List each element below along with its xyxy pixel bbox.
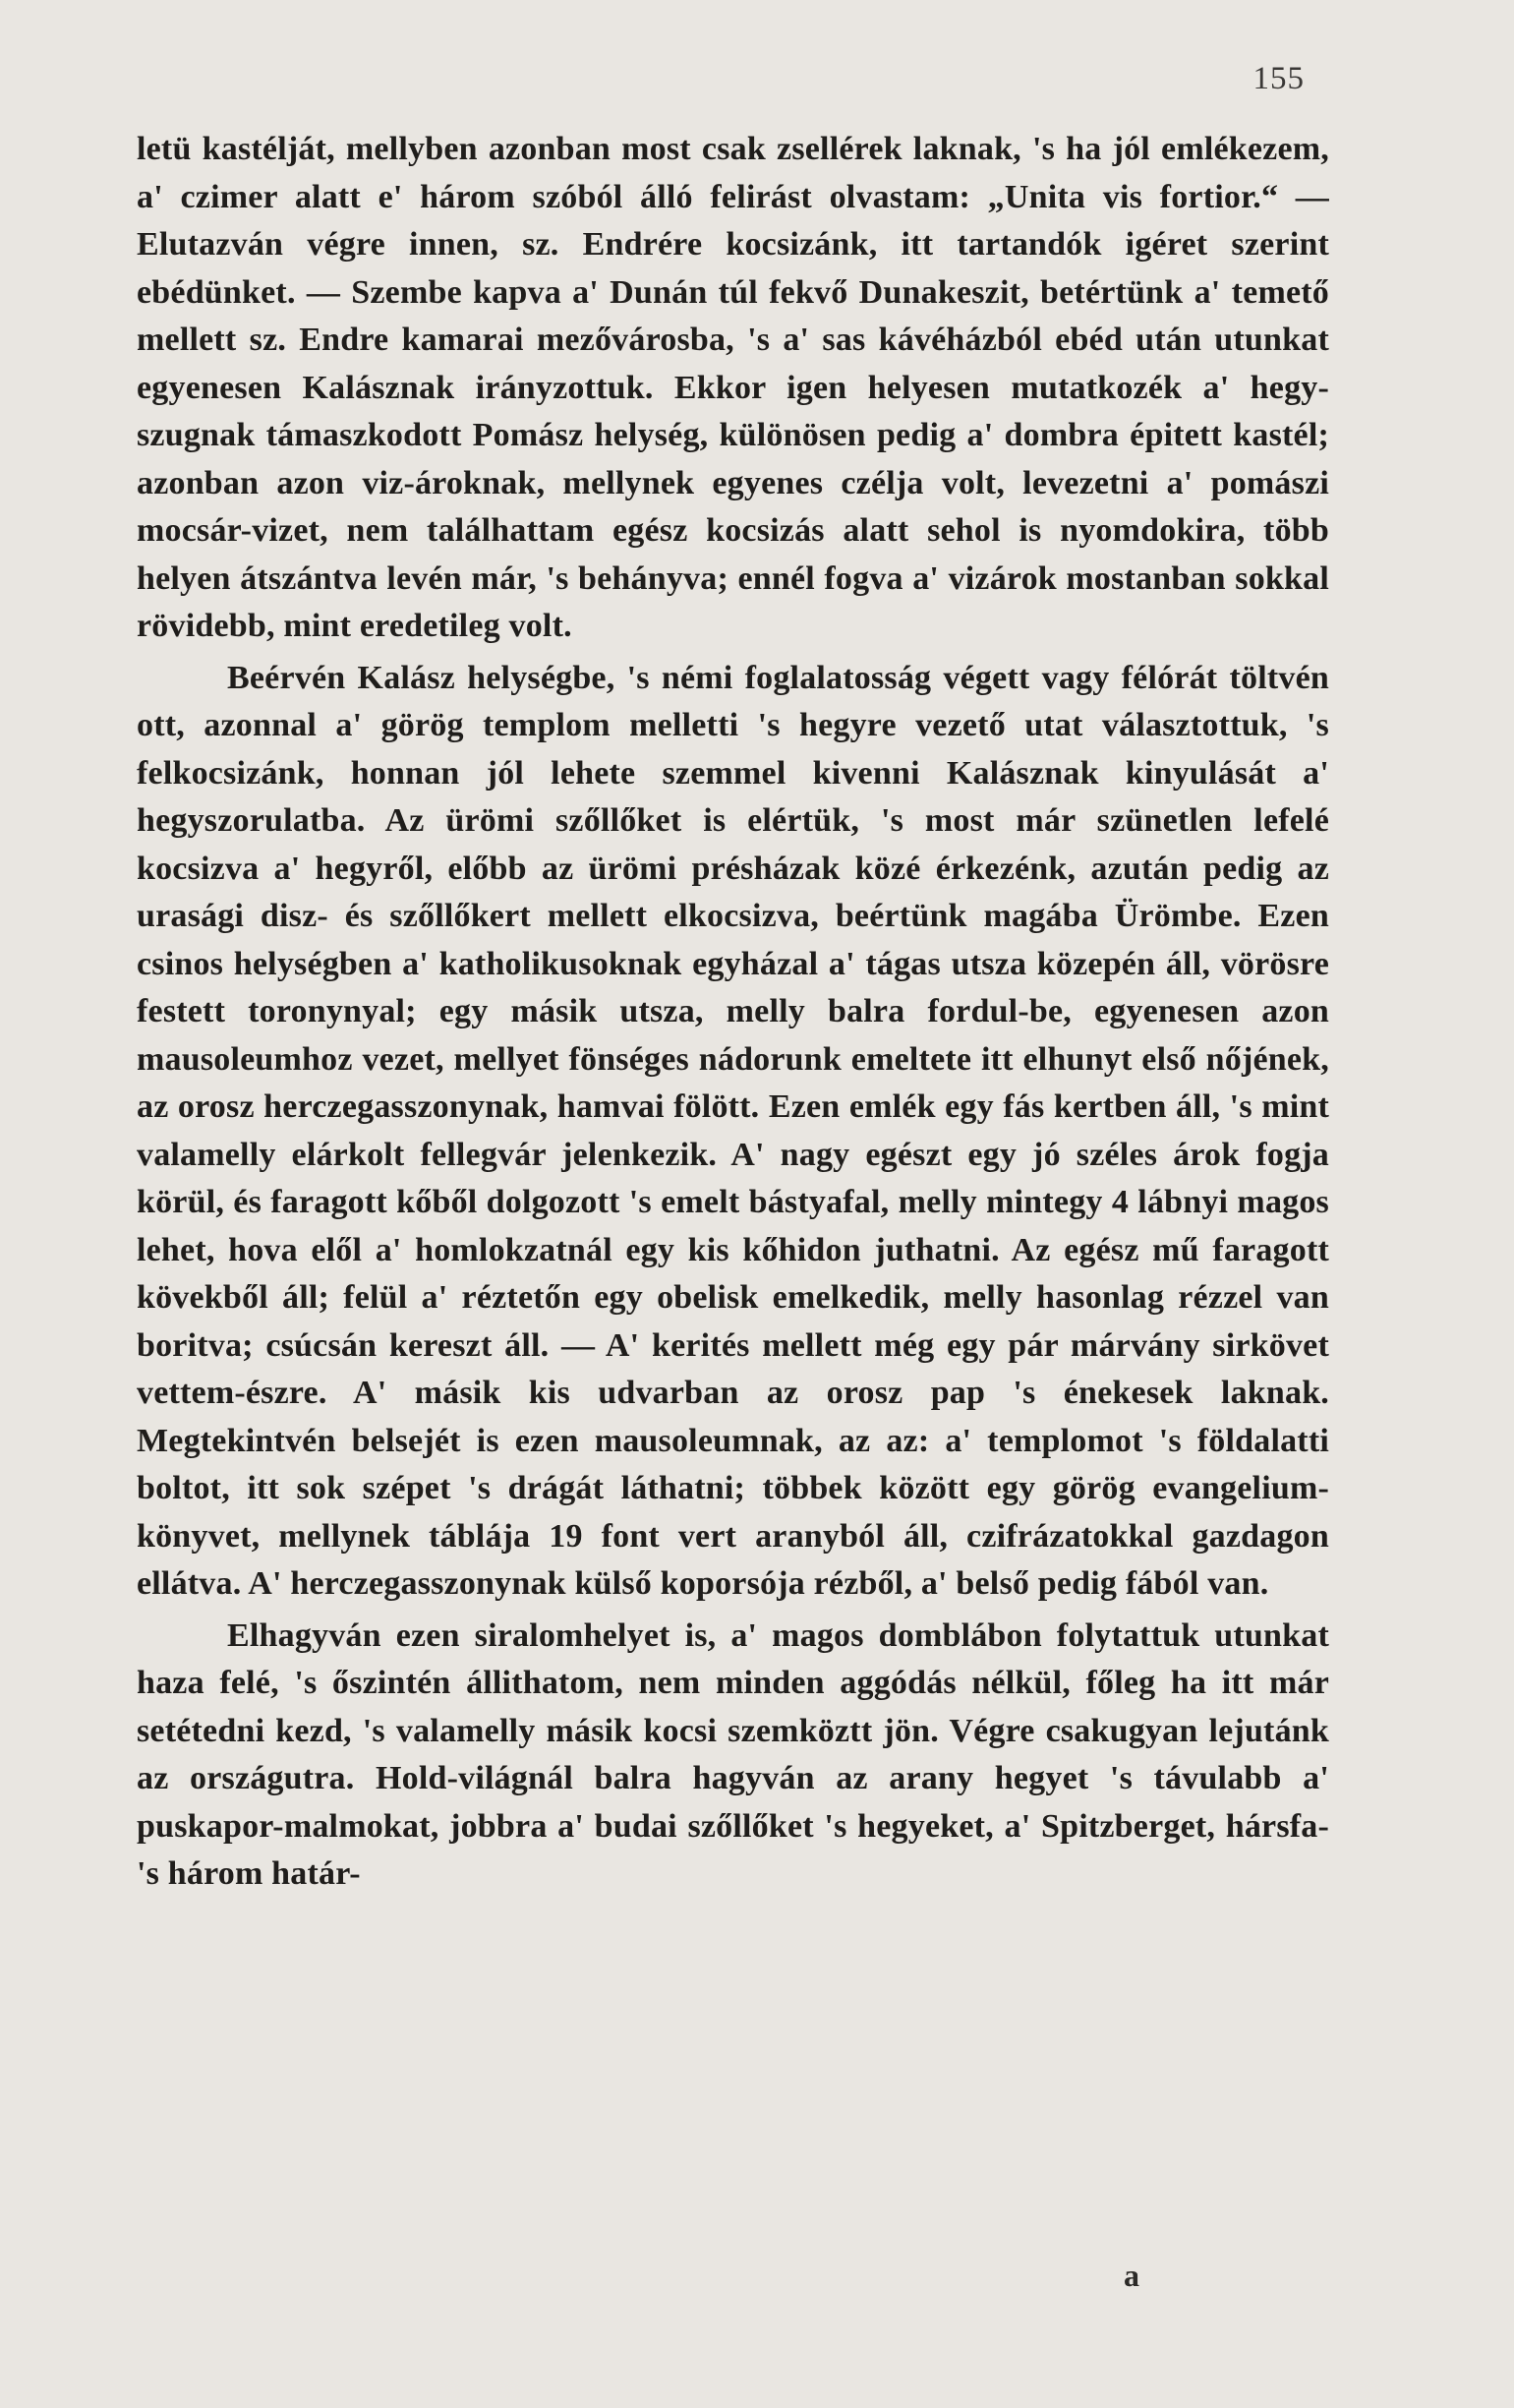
paragraph-1: letü kastélját, mellyben azonban most csak zsellérek laknak, 's ha jól emlékezem, a' czimer alatt e' három szóból álló felirást olvastam: „Unita vis fortior.“ — Elutazván végre innen, sz. Endrére kocsizánk, itt tartandók igéret szerint ebédünket. — Szembe kapva a' Dunán túl fekvő Dunakeszit, betértünk a' temető mellett sz. Endre kamarai mezővárosba, 's a' sas kávéházból ebéd után utunkat egyenesen Kalásznak irányzottuk. Ekkor igen helyesen mutatkozék a' hegy-szugnak támaszkodott Pomász helység, különösen pedig a' dombra épitett kastél; azonban azon viz-ároknak, mellynek egyenes czélja volt, levezetni a' pomászi mocsár-vizet, nem találhattam egész kocsizás alatt sehol is nyomdokira, több helyen átszántva levén már, 's behányva; ennél fogva a' vizárok mostanban sokkal rövidebb, mint eredetileg volt. <box>137 131 1329 644</box>
page-number: 155 <box>1252 61 1305 96</box>
catchword: a <box>1124 2258 1139 2293</box>
body-text <box>137 126 1329 1899</box>
paragraph-2: Beérvén Kalász helységbe, 's némi foglalatosság végett vagy félórát töltvén ott, azonnal a' görög templom melletti 's hegyre vezető utat választottuk, 's felkocsizánk, honnan jól lehete szemmel kivenni Kalásznak kinyulását a' hegyszorulatba. Az ürömi szőllőket is elértük, 's most már szünetlen lefelé kocsizva a' hegyről, előbb az ürömi présházak közé érkezénk, azután pedig az urasági disz- és szőllőkert mellett elkocsizva, beértünk magába Ürömbe. Ezen csinos helységben a' katholikusoknak egyházal a' tágas utsza közepén áll, vörösre festett toronynyal; egy másik utsza, melly balra fordul-be, egyenesen azon mausoleumhoz vezet, mellyet fönséges nádorunk emeltete itt elhunyt első nőjének, az orosz herczegasszonynak, hamvai fölött. Ezen emlék egy fás kertben áll, 's mint valamelly elárkolt fellegvár jelenkezik. A' nagy egészt egy jó széles árok fogja körül, és faragott kőből dolgozott 's emelt bástyafal, melly mintegy 4 lábnyi magos lehet, hova elől a' homlokzatnál egy kis kőhidon juthatni. Az egész mű faragott kövekből áll; felül a' réztetőn egy obelisk emelkedik, melly hasonlag rézzel van boritva; csúcsán kereszt áll. — A' kerités mellett még egy pár márvány sirkövet vettem-észre. A' másik kis udvarban az orosz pap 's énekesek laknak. Megtekintvén belsejét is ezen mausoleumnak, az az: a' templomot 's földalatti boltot, itt sok szépet 's drágát láthatni; többek között egy görög evangelium-könyvet, mellynek táblája 19 font vert aranyból áll, czifrázatokkal gazdagon ellátva. A' herczegasszonynak külső koporsója rézből, a' belső pedig fából van. <box>137 659 1329 1602</box>
paragraph-3: Elhagyván ezen siralomhelyet is, a' magos domblábon folytattuk utunkat haza felé, 's őszintén állithatom, nem minden aggódás nélkül, főleg ha itt már setétedni kezd, 's valamelly másik kocsi szemköztt jön. Végre csakugyan lejutánk az országutra. Hold-világnál balra hagyván az arany hegyet 's távulabb a' puskapor-malmokat, jobbra a' budai szőllőket 's hegyeket, a' Spitzberget, hársfa- 's három határ- <box>137 1616 1329 1892</box>
